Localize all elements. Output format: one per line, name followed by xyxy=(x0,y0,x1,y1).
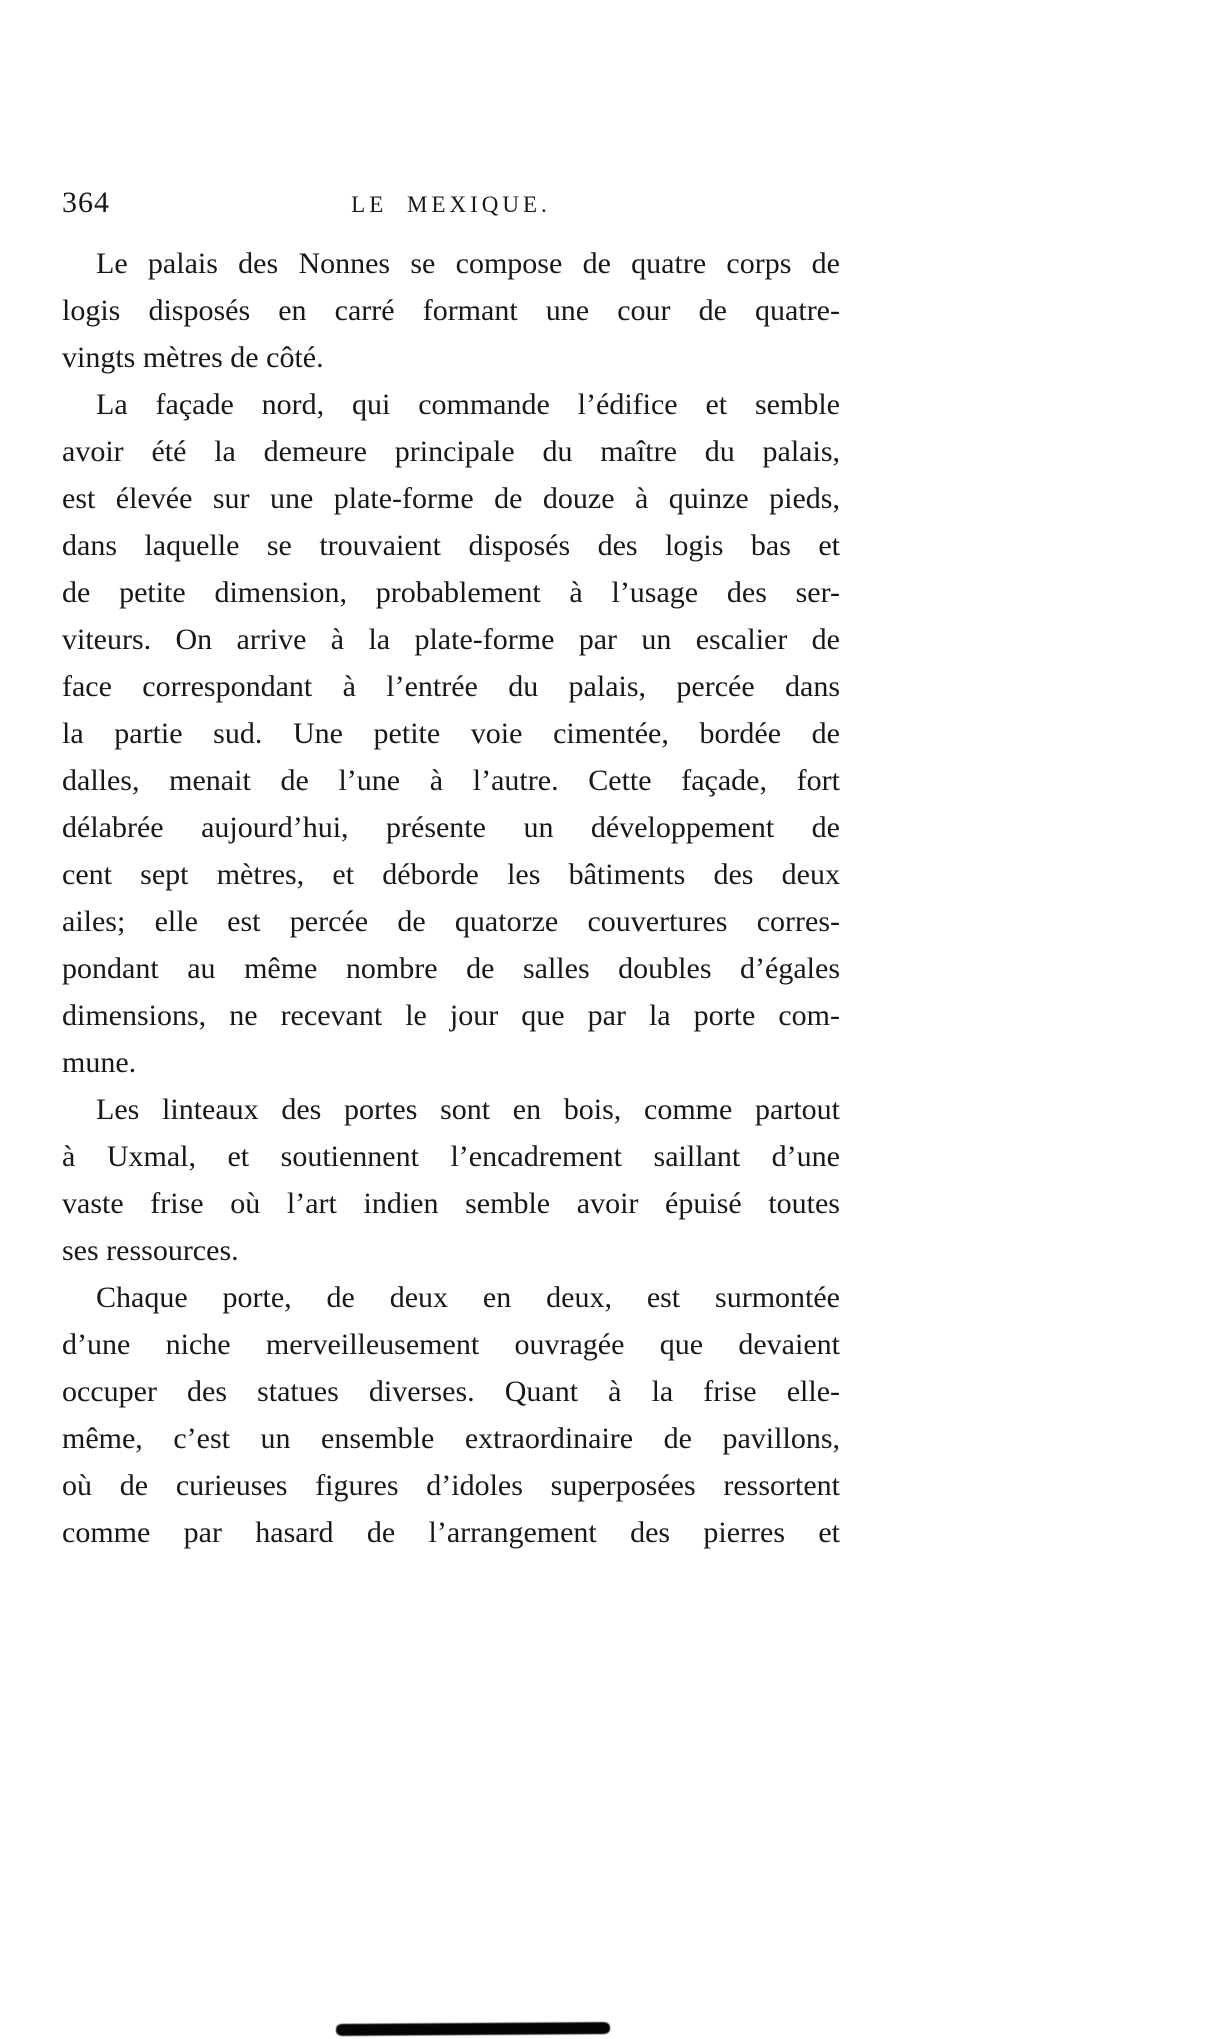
page-header xyxy=(62,183,840,230)
text-line: d’une niche merveilleusement ouvragée que devaient xyxy=(62,1328,840,1361)
text-line: délabrée aujourd’hui, présente un développement de xyxy=(62,811,840,844)
running-title: LE MEXIQUE. xyxy=(351,192,551,217)
text-line: mune. xyxy=(62,1046,137,1079)
text-line: de petite dimension, probablement à l’usage des ser- xyxy=(62,576,840,609)
text-line: pondant au même nombre de salles doubles d’égales xyxy=(62,952,840,985)
text-body xyxy=(62,240,840,1556)
text-line: face correspondant à l’entrée du palais, percée dans xyxy=(62,670,840,703)
text-line: comme par hasard de l’arrangement des pierres et xyxy=(62,1516,840,1549)
text-line: cent sept mètres, et déborde les bâtiments des deux xyxy=(62,858,840,891)
text-line: la partie sud. Une petite voie cimentée, bordée de xyxy=(62,717,840,750)
text-line: dalles, menait de l’une à l’autre. Cette façade, fort xyxy=(62,764,840,797)
text-line: avoir été la demeure principale du maître du palais, xyxy=(62,435,840,468)
text-line: La façade nord, qui commande l’édifice et semble xyxy=(96,388,840,421)
text-line: Le palais des Nonnes se compose de quatre corps de xyxy=(96,247,840,280)
page-number: 364 xyxy=(62,186,110,219)
text-line: viteurs. On arrive à la plate-forme par un escalier de xyxy=(62,623,840,656)
text-line: à Uxmal, et soutiennent l’encadrement saillant d’une xyxy=(62,1140,840,1173)
text-line: ses ressources. xyxy=(62,1234,239,1267)
page-content xyxy=(62,183,840,1556)
text-line: où de curieuses figures d’idoles superposées ressortent xyxy=(62,1469,840,1502)
text-line: Les linteaux des portes sont en bois, comme partout xyxy=(96,1093,840,1126)
text-line: Chaque porte, de deux en deux, est surmontée xyxy=(96,1281,840,1314)
text-line: vingts mètres de côté. xyxy=(62,341,324,374)
text-line: est élevée sur une plate-forme de douze à quinze pieds, xyxy=(62,482,840,515)
text-line: logis disposés en carré formant une cour de quatre- xyxy=(62,294,840,327)
text-line: occuper des statues diverses. Quant à la frise elle- xyxy=(62,1375,840,1408)
text-line: dans laquelle se trouvaient disposés des logis bas et xyxy=(62,529,840,562)
scan-artifact xyxy=(336,2022,610,2036)
text-line: ailes; elle est percée de quatorze couvertures corres- xyxy=(62,905,840,938)
text-line: même, c’est un ensemble extraordinaire de pavillons, xyxy=(62,1422,840,1455)
text-line: dimensions, ne recevant le jour que par la porte com- xyxy=(62,999,840,1032)
text-line: vaste frise où l’art indien semble avoir épuisé toutes xyxy=(62,1187,840,1220)
